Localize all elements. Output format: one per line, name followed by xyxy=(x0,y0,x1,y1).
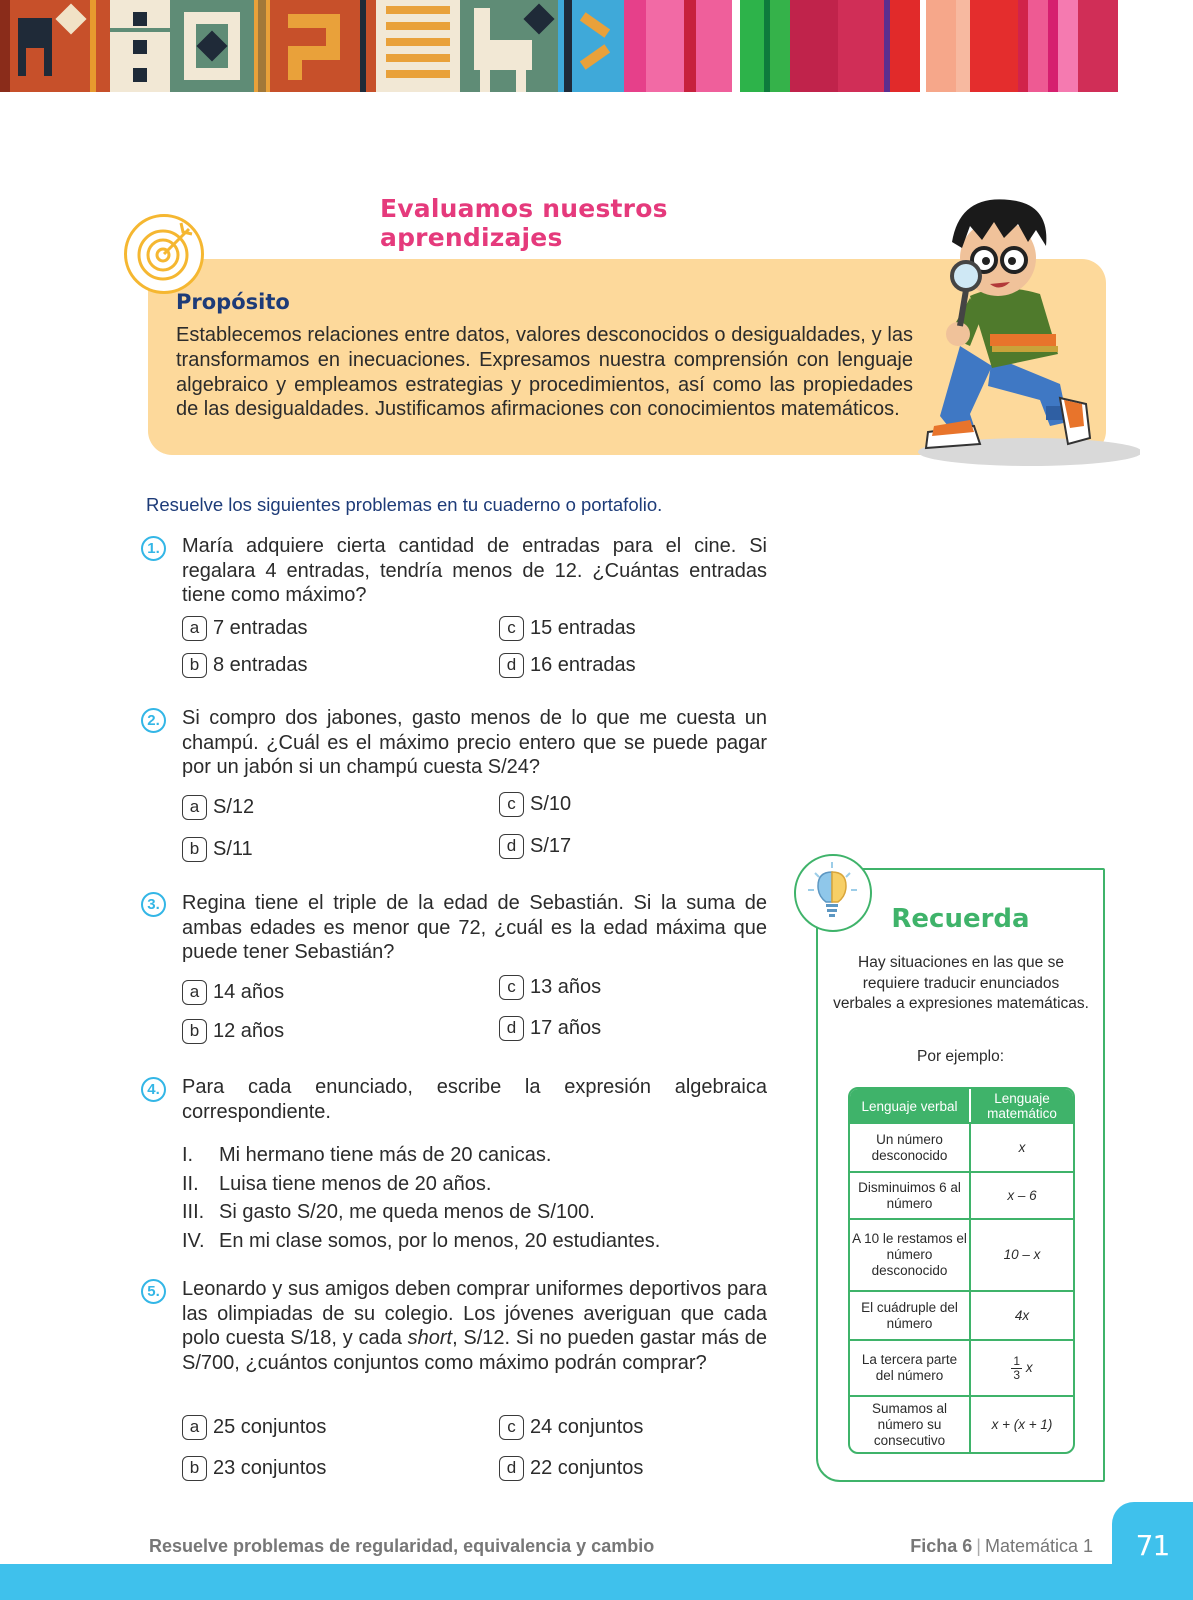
option-letter: d xyxy=(499,1456,524,1481)
option-text: 12 años xyxy=(213,1020,285,1042)
table-cell-verbal: Sumamos al número su consecutivo xyxy=(850,1395,969,1452)
question-3-text: Regina tiene el triple de la edad de Sebastián. Si la suma de ambas edades es menor que 72, ¿cuál es la edad máxima que puede tener Sebastián? xyxy=(182,892,767,964)
option-letter: b xyxy=(182,1019,207,1044)
question-number-5: 5. xyxy=(141,1279,166,1304)
question-3-option-a xyxy=(182,980,284,1005)
option-letter: c xyxy=(499,616,524,641)
option-text: S/17 xyxy=(530,835,572,857)
option-letter: c xyxy=(499,975,524,1000)
option-text: 14 años xyxy=(213,981,285,1003)
table-cell-verbal: Un número desconocido xyxy=(850,1122,969,1171)
question-2-option-d xyxy=(499,834,571,859)
question-1-option-d xyxy=(499,653,636,678)
page-title: Evaluamos nuestros aprendizajes xyxy=(380,194,668,252)
table-cell-verbal: La tercera parte del número xyxy=(850,1339,969,1395)
option-text: 13 años xyxy=(530,976,602,998)
table-cell-math: x + (x + 1) xyxy=(969,1395,1073,1452)
fraction-denominator: 3 xyxy=(1013,1367,1021,1382)
footer-competency: Resuelve problemas de regularidad, equivalencia y cambio xyxy=(149,1536,655,1556)
option-text: 25 conjuntos xyxy=(213,1416,327,1438)
fraction xyxy=(1011,1355,1022,1382)
question-5-text-part: , S/12. Si no pueden gastar más de S/700, ¿cuántos conjuntos como máximo podrán comprar? xyxy=(182,1327,767,1374)
target-icon xyxy=(124,214,204,294)
page-number: 71 xyxy=(1135,1529,1170,1562)
purpose-text: Establecemos relaciones entre datos, valores desconocidos o desigualdades, y las transformamos en inecuaciones. Expresamos nuestra comprensión con lenguaje algebraico y empleamos estrategias y procedimientos, así como las propiedades de las desigualdades. Justificamos afirmaciones con conocimientos matemáticos. xyxy=(176,324,913,421)
fraction-numerator: 1 xyxy=(1013,1353,1021,1368)
table-row xyxy=(850,1171,1073,1218)
option-text: 24 conjuntos xyxy=(530,1416,644,1438)
question-3-option-b xyxy=(182,1019,284,1044)
option-text: 16 entradas xyxy=(530,654,636,676)
question-1-option-b xyxy=(182,653,308,678)
question-2-option-a xyxy=(182,795,254,820)
option-letter: c xyxy=(499,792,524,817)
option-text: 7 entradas xyxy=(213,617,308,639)
textile-pattern-band xyxy=(0,0,1193,92)
question-number-1: 1. xyxy=(141,536,166,561)
table-header-verbal: Lenguaje verbal xyxy=(850,1089,969,1122)
item-text: Mi hermano tiene más de 20 canicas. xyxy=(219,1144,552,1166)
purpose-title: Propósito xyxy=(176,290,290,314)
option-text: 17 años xyxy=(530,1017,602,1039)
footer-separator: | xyxy=(976,1536,981,1556)
question-4-item-4 xyxy=(182,1230,660,1253)
option-text: 23 conjuntos xyxy=(213,1457,327,1479)
table-header-row xyxy=(850,1089,1073,1122)
option-text: 15 entradas xyxy=(530,617,636,639)
item-text: En mi clase somos, por lo menos, 20 estudiantes. xyxy=(219,1230,661,1252)
table-cell-math: x – 6 xyxy=(969,1171,1073,1218)
option-text: 22 conjuntos xyxy=(530,1457,644,1479)
option-letter: a xyxy=(182,795,207,820)
question-1-option-c xyxy=(499,616,636,641)
question-number-4: 4. xyxy=(141,1077,166,1102)
question-5-option-c xyxy=(499,1415,643,1440)
item-numeral: I. xyxy=(182,1144,194,1166)
footer-bar xyxy=(0,1564,1193,1600)
footer-ficha xyxy=(910,1536,1093,1557)
table-cell-math: x xyxy=(969,1122,1073,1171)
question-3-option-c xyxy=(499,975,601,1000)
option-letter: b xyxy=(182,837,207,862)
table-header-math: Lenguaje matemático xyxy=(969,1089,1073,1122)
table-row xyxy=(850,1395,1073,1452)
option-letter: d xyxy=(499,1016,524,1041)
instruction-text: Resuelve los siguientes problemas en tu cuaderno o portafolio. xyxy=(146,494,663,515)
question-number-2: 2. xyxy=(141,708,166,733)
item-numeral: III. xyxy=(182,1201,205,1223)
fraction-variable: x xyxy=(1025,1359,1033,1375)
option-letter: b xyxy=(182,653,207,678)
option-letter: d xyxy=(499,834,524,859)
item-text: Si gasto S/20, me queda menos de S/100. xyxy=(219,1201,595,1223)
table-cell-math: 4x xyxy=(969,1290,1073,1339)
question-5-option-b xyxy=(182,1456,326,1481)
question-4-text: Para cada enunciado, escribe la expresión algebraica correspondiente. xyxy=(182,1076,767,1123)
question-5-text-part: Leonardo y sus amigos deben comprar uniformes deportivos para las olimpiadas de su colegio. Los jóvenes averiguan que cada polo cuesta S/18, y cada xyxy=(182,1278,767,1350)
option-text: 8 entradas xyxy=(213,654,308,676)
table-row xyxy=(850,1122,1073,1171)
question-5-option-a xyxy=(182,1415,326,1440)
question-5-text-italic: short xyxy=(407,1327,453,1350)
question-3-option-d xyxy=(499,1016,601,1041)
boy-with-magnifier-illustration xyxy=(900,186,1140,471)
table-cell-verbal: El cuádruple del número xyxy=(850,1290,969,1339)
option-letter: d xyxy=(499,653,524,678)
option-letter: a xyxy=(182,980,207,1005)
question-2-option-c xyxy=(499,792,571,817)
item-text: Luisa tiene menos de 20 años. xyxy=(219,1173,492,1195)
option-letter: c xyxy=(499,1415,524,1440)
question-1-option-a xyxy=(182,616,308,641)
question-5-option-d xyxy=(499,1456,643,1481)
option-text: S/11 xyxy=(213,838,253,860)
table-cell-math xyxy=(969,1339,1073,1395)
option-letter: a xyxy=(182,616,207,641)
item-numeral: II. xyxy=(182,1173,199,1195)
table-cell-verbal: Disminuimos 6 al número xyxy=(850,1171,969,1218)
table-cell-math: 10 – x xyxy=(969,1218,1073,1290)
question-4-item-1 xyxy=(182,1144,551,1167)
footer-ficha-label: Ficha 6 xyxy=(910,1536,973,1556)
table-row xyxy=(850,1290,1073,1339)
table-row xyxy=(850,1339,1073,1395)
option-text: S/12 xyxy=(213,796,255,818)
option-letter: b xyxy=(182,1456,207,1481)
item-numeral: IV. xyxy=(182,1230,205,1252)
recuerda-example-label: Por ejemplo: xyxy=(916,1048,1004,1065)
language-translation-table xyxy=(848,1087,1075,1454)
table-cell-verbal: A 10 le restamos el número desconocido xyxy=(850,1218,969,1290)
table-row xyxy=(850,1218,1073,1290)
option-text: S/10 xyxy=(530,793,572,815)
question-2-text: Si compro dos jabones, gasto menos de lo que me cuesta un champú. ¿Cuál es el máximo precio entero que se puede pagar por un jabón si un champú cuesta S/24? xyxy=(182,707,767,779)
question-4-item-2 xyxy=(182,1173,491,1196)
question-1-text: María adquiere cierta cantidad de entradas para el cine. Si regalara 4 entradas, tendría menos de 12. ¿Cuántas entradas tiene como máximo? xyxy=(182,535,767,607)
question-2-option-b xyxy=(182,837,253,862)
recuerda-text: Hay situaciones en las que se requiere traducir enunciados verbales a expresiones matemáticas. xyxy=(833,954,1089,1012)
question-number-3: 3. xyxy=(141,892,166,917)
question-4-item-3 xyxy=(182,1201,595,1224)
question-5-text xyxy=(182,1277,767,1375)
recuerda-title: Recuerda xyxy=(891,904,1030,934)
footer-subject: Matemática 1 xyxy=(984,1536,1093,1556)
option-letter: a xyxy=(182,1415,207,1440)
